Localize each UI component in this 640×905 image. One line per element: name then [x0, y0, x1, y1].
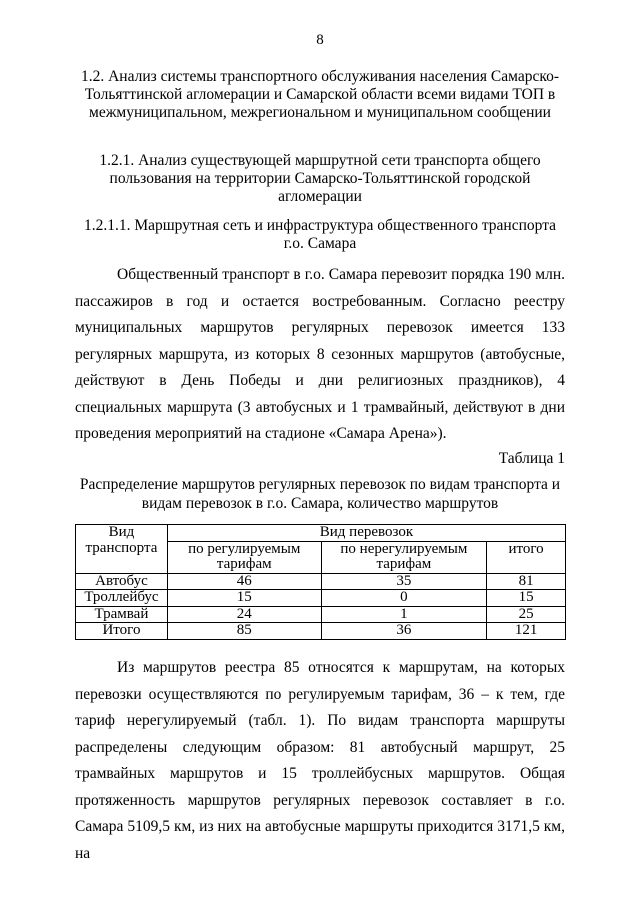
section-heading-1-2-1-1: 1.2.1.1. Маршрутная сеть и инфраструктура общественного транспорта г.о. Самара: [83, 217, 557, 252]
header-unregulated: по нерегулируемым тарифам: [321, 541, 487, 573]
header-total: итого: [487, 541, 566, 573]
page-number: 8: [316, 32, 324, 48]
paragraph-intro: Общественный транспорт в г.о. Самара перевозит порядка 190 млн. пассажиров в год и остается востребованным. Согласно реестру муниципальных маршрутов регулярных перевозок имеется 133 регулярных маршрута, из которых 8 сезонных маршрутов (автобусные, действуют в День Победы и дни религиозных праздников), 4 специальных маршрута (3 автобусных и 1 трамвайный, действуют в дни проведения мероприятий на стадионе «Самара Арена»).: [75, 266, 565, 442]
cell-type: Троллейбус: [76, 590, 168, 607]
paragraph-routes: Из маршрутов реестра 85 относятся к маршрутам, на которых перевозки осуществляются по регулируемым тарифам, 36 – к тем, где тариф нерегулируемый (табл. 1). По видам транспорта маршруты распределены следующим образом: 81 автобусный маршрут, 25 трамвайных маршрутов и 15 троллейбусных маршрутов. Общая протяженность маршрутов регулярных перевозок составляет в г.о. Самара 5109,5 км, из них на автобусные маршруты приходится 3171,5 км, на: [75, 659, 565, 862]
cell-total: 81: [487, 573, 566, 590]
header-regulated: по регулируемым тарифам: [167, 541, 321, 573]
table-row: [76, 573, 566, 590]
cell-regulated: 85: [167, 623, 321, 640]
cell-type: Итого: [76, 623, 168, 640]
section-heading-1-2: 1.2. Анализ системы транспортного обслуживания населения Самарско-Тольяттинской агломерации и Самарской области всеми видами ТОП в межмуниципальном, межрегиональном и муниципальном сообщении: [80, 68, 560, 121]
header-carriage-type: Вид перевозок: [167, 525, 565, 542]
cell-regulated: 46: [167, 573, 321, 590]
cell-total: 25: [487, 606, 566, 623]
cell-unregulated: 1: [321, 606, 487, 623]
cell-regulated: 15: [167, 590, 321, 607]
routes-table: [75, 524, 566, 640]
table-number: Таблица 1: [498, 450, 565, 467]
table-header-row: [76, 525, 566, 542]
header-transport-type: Вид транспорта: [76, 525, 168, 574]
table-caption: Распределение маршрутов регулярных перевозок по видам транспорта и видам перевозок в г.о. Самара, количество маршрутов: [79, 476, 561, 512]
cell-type: Трамвай: [76, 606, 168, 623]
cell-unregulated: 0: [321, 590, 487, 607]
table-total-row: [76, 623, 566, 640]
cell-unregulated: 36: [321, 623, 487, 640]
cell-unregulated: 35: [321, 573, 487, 590]
cell-type: Автобус: [76, 573, 168, 590]
section-heading-1-2-1: 1.2.1. Анализ существующей маршрутной сети транспорта общего пользования на территории Самарско-Тольяттинской городской агломерации: [99, 152, 541, 205]
cell-total: 121: [487, 623, 566, 640]
table-row: [76, 590, 566, 607]
table-row: [76, 606, 566, 623]
cell-regulated: 24: [167, 606, 321, 623]
cell-total: 15: [487, 590, 566, 607]
